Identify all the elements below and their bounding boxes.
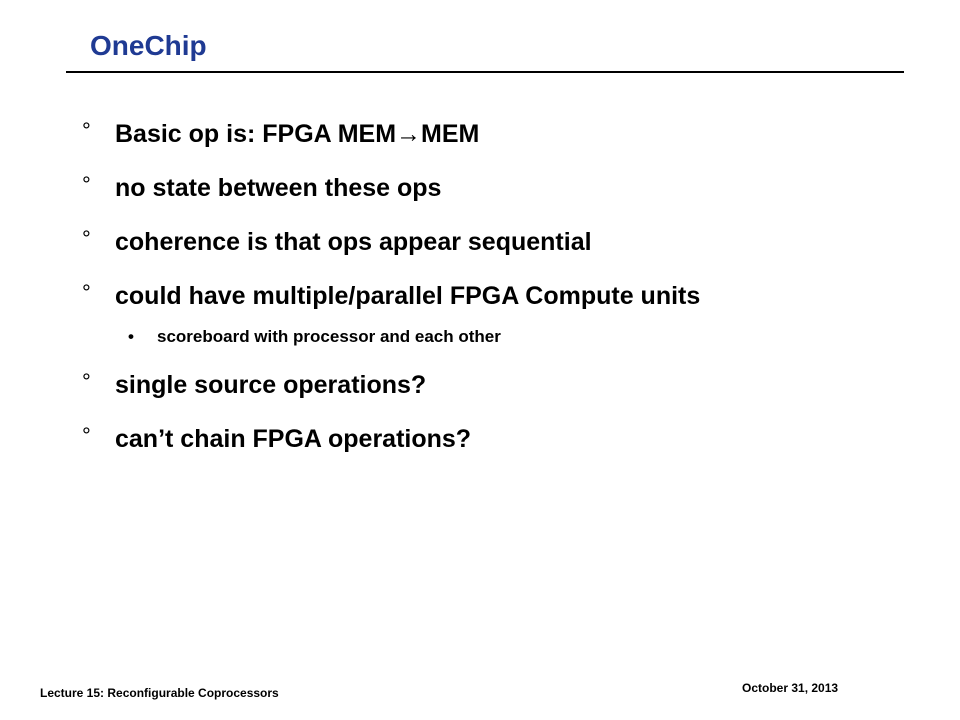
footer-lecture: Lecture 15: Reconfigurable Coprocessors xyxy=(40,686,279,700)
bullet-text: coherence is that ops appear sequential xyxy=(115,228,592,256)
sub-bullet-text: scoreboard with processor and each other xyxy=(157,327,501,346)
bullet-text: could have multiple/parallel FPGA Compute units xyxy=(115,282,701,310)
bullet-marker: ° xyxy=(82,423,91,448)
footer-date: October 31, 2013 xyxy=(742,681,839,695)
slide-title: OneChip xyxy=(90,30,207,61)
sub-bullet-marker: • xyxy=(128,327,134,346)
bullet-marker: ° xyxy=(82,280,91,305)
bullet-text: single source operations? xyxy=(115,371,427,399)
bullet-text: no state between these ops xyxy=(115,174,442,202)
bullet-marker: ° xyxy=(82,369,91,394)
bullet-marker: ° xyxy=(82,226,91,251)
bullet-marker: ° xyxy=(82,172,91,197)
bullet-marker: ° xyxy=(82,118,91,143)
bullet-text: Basic op is: FPGA MEM→MEM xyxy=(115,120,480,148)
bullet-text: can’t chain FPGA operations? xyxy=(115,425,472,453)
